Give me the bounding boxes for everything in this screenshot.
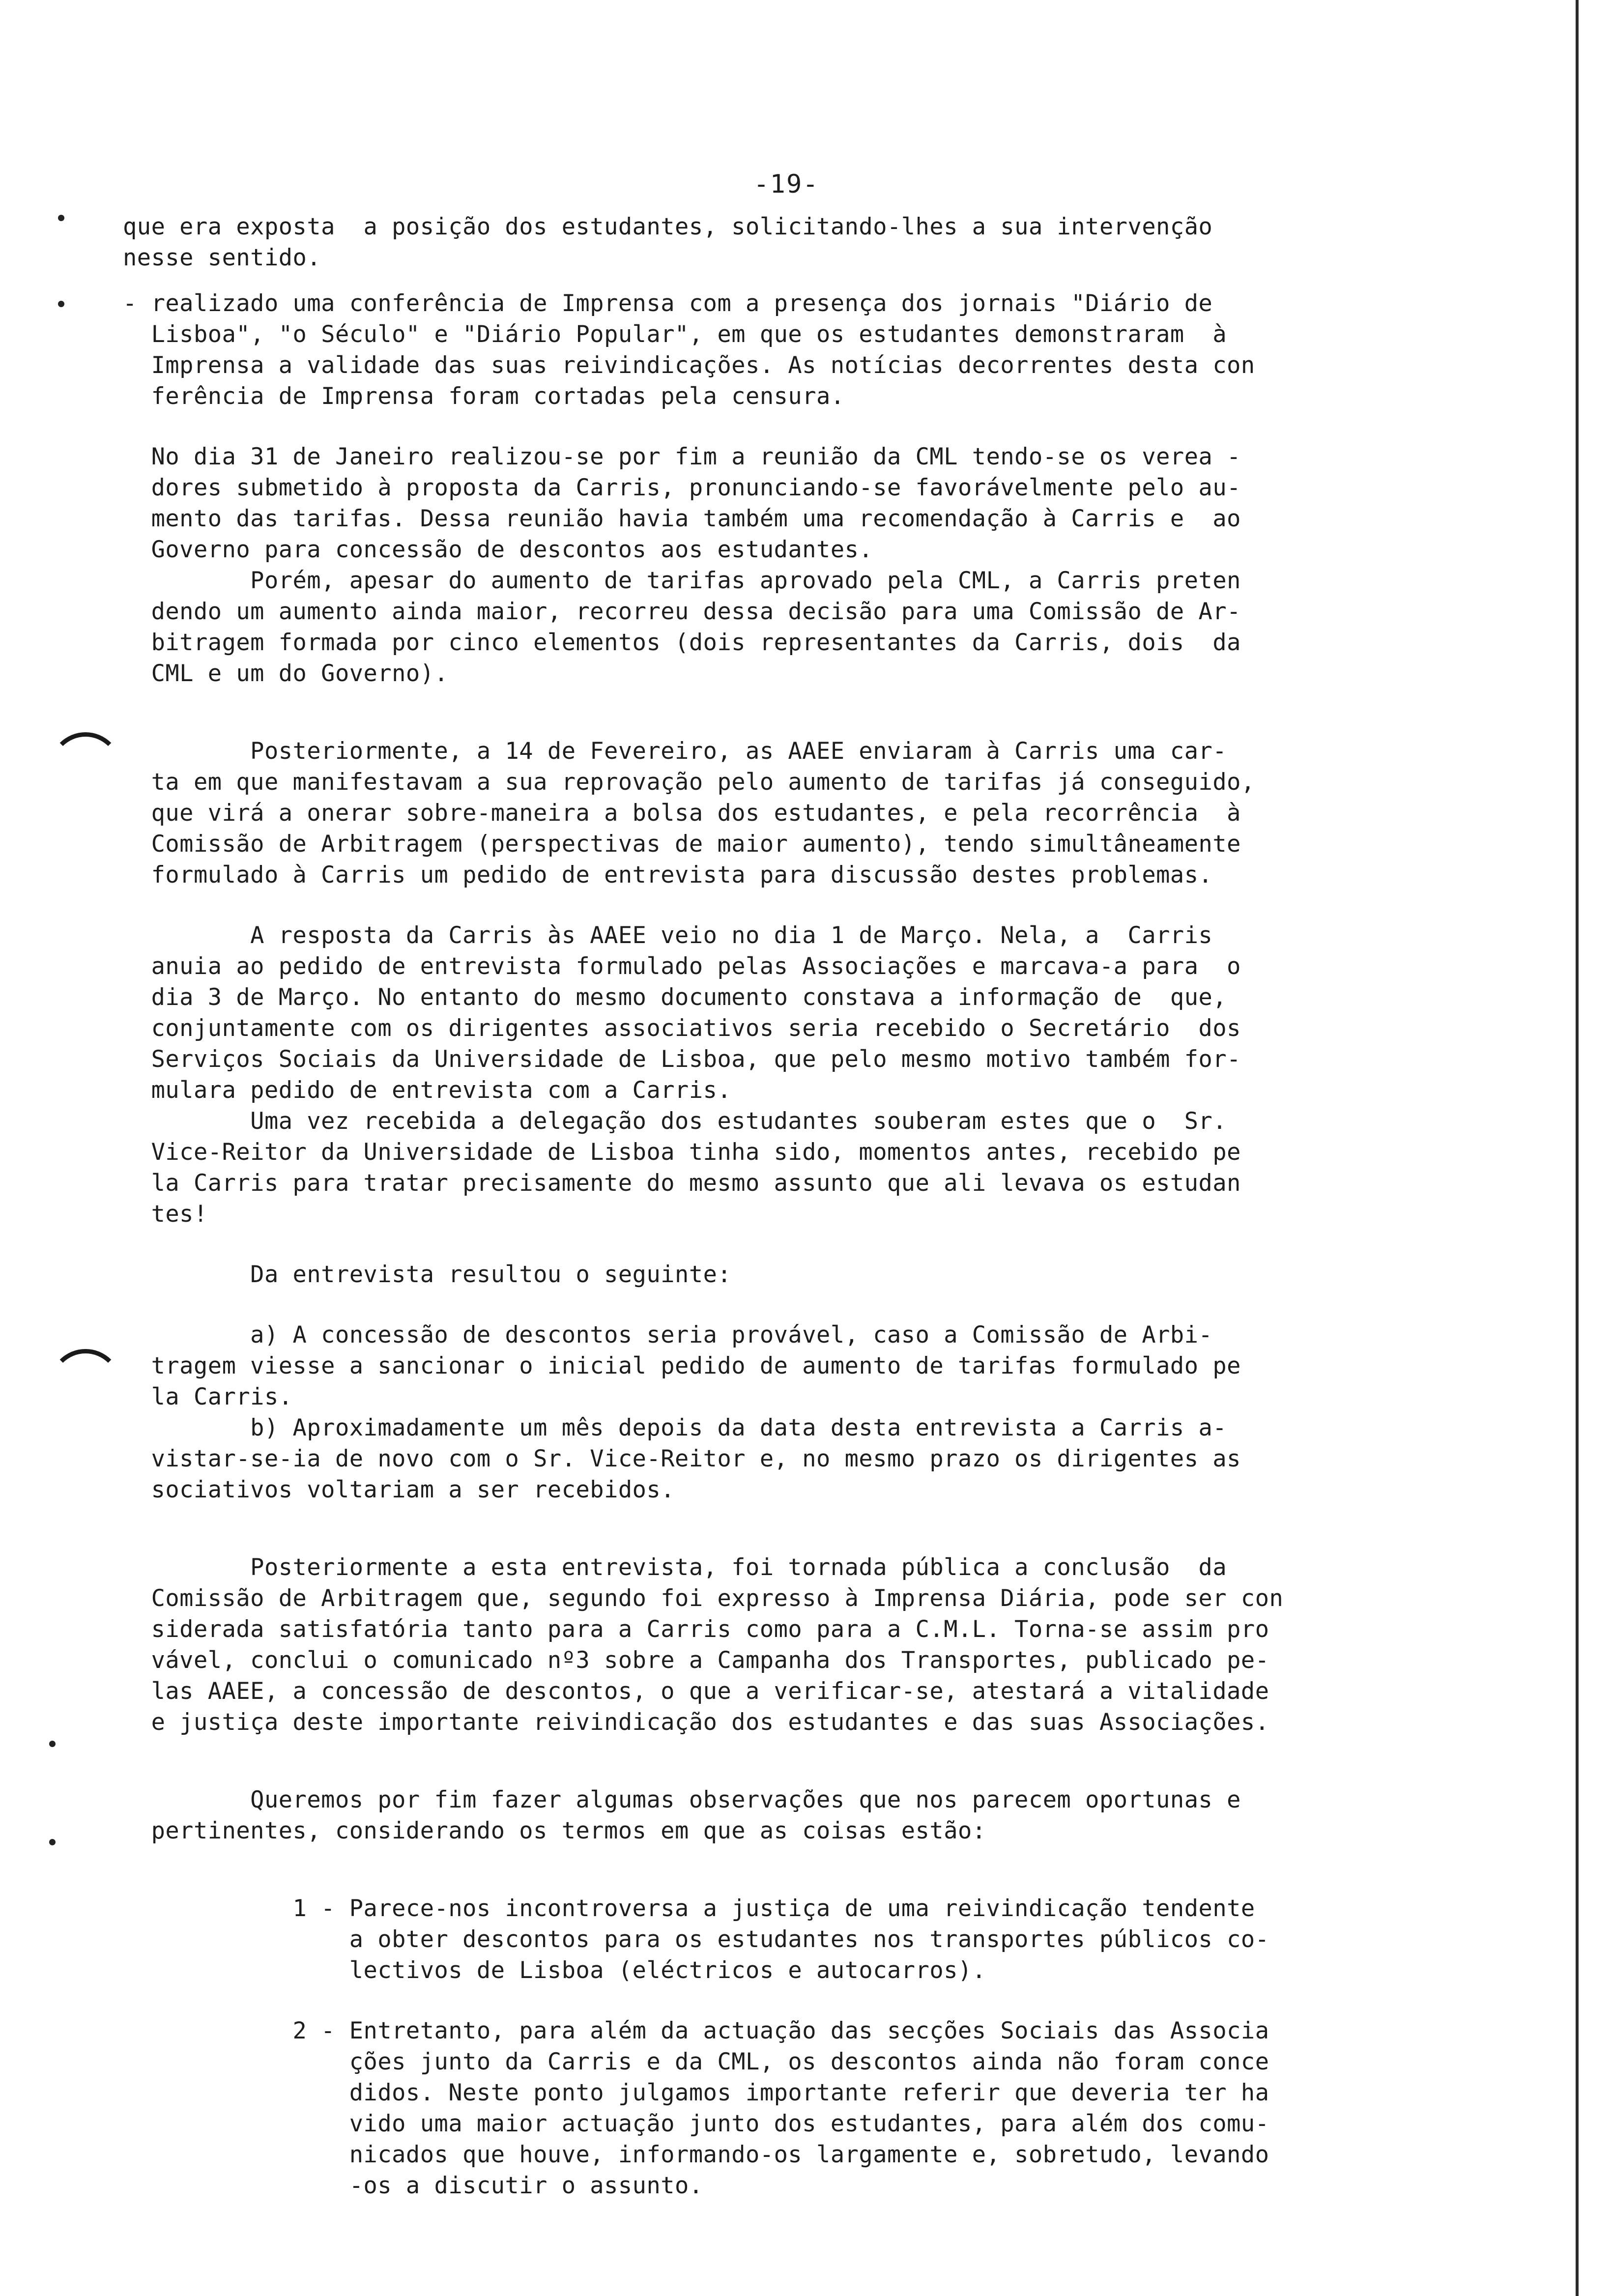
paragraph-result-items: a) A concessão de descontos seria provável, caso a Comissão de Arbi- tragem viesse a sancionar o inicial pedido de aumento de tarifas formulado pe la Carris. b) Aproximadamente um mês depois da data desta entrevista a Carris a- vistar-se-ia de novo com o Sr. Vice-Reitor e, no mesmo prazo os dirigentes as sociativos voltariam a ser recebidos. bbox=[151, 1321, 1241, 1503]
paragraph-intro: que era exposta a posição dos estudantes, solicitando-lhes a sua intervenção nesse sentido. bbox=[123, 213, 1213, 271]
paragraph-cml-meeting: No dia 31 de Janeiro realizou-se por fim a reunião da CML tendo-se os verea - dores submetido à proposta da Carris, pronunciando-se favorávelmente pelo au- mento das tarifas. Dessa reunião havia também uma recomendação à Carris e ao Governo para concessão de descontos aos estudantes. bbox=[151, 443, 1241, 563]
paragraph-press-conference: - realizado uma conferência de Imprensa com a presença dos jornais "Diário de Lisboa", "o Século" e "Diário Popular", em que os estudantes demonstraram à Imprensa a validade das suas reivindicações. As notícias decorrentes desta con ferência de Imprensa foram cortadas pela censura. bbox=[123, 290, 1255, 410]
paragraph-letter-to-carris: Posteriormente, a 14 de Fevereiro, as AAEE enviaram à Carris uma car- ta em que manifestavam a sua reprovação pelo aumento de tarifas já conseguido, que virá a onerar sobre-maneira a bolsa dos estudantes, e pela recorrência à Comissão de Arbitragem (perspectivas de maior aumento), tendo simultâneamente formulado à Carris um pedido de entrevista para discussão destes problemas. bbox=[151, 738, 1255, 889]
binder-hole-arc-top bbox=[49, 732, 122, 805]
paragraph-observations: Queremos por fim fazer algumas observações que nos parecem oportunas e pertinentes, considerando os termos em que as coisas estão: bbox=[151, 1786, 1241, 1844]
paragraph-commission-conclusion: Posteriormente a esta entrevista, foi tornada pública a conclusão da Comissão de Arbitragem que, segundo foi expresso à Imprensa Diária, pode ser con siderada satisfatória tanto para a Carris como para a C.M.L. Torna-se assim pro vável, conclui o comunicado nº3 sobre a Campanha dos Transportes, publicado pe- las AAEE, a concessão de descontos, o que a verificar-se, atestará a vitalidade e justiça deste importante reivindicação dos estudantes e das suas Associações. bbox=[151, 1554, 1284, 1736]
page-number: -19- bbox=[753, 170, 819, 199]
margin-mark bbox=[58, 215, 64, 221]
list-item-2: 2 - Entretanto, para além da actuação das secções Sociais das Associa ções junto da Carris e da CML, os descontos ainda não foram conce didos. Neste ponto julgamos importante referir que deveria ter ha vido uma maior actuação junto dos estudantes, para além dos comu- nicados que houve, informando-os largamente e, sobretudo, levando -os a discutir o assunto. bbox=[292, 2017, 1269, 2199]
list-item-1: 1 - Parece-nos incontroversa a justiça de uma reivindicação tendente a obter descontos para os estudantes nos transportes públicos co- lectivos de Lisboa (eléctricos e autocarros). bbox=[292, 1895, 1269, 1984]
binder-hole-arc-bottom bbox=[49, 1349, 122, 1422]
margin-mark bbox=[58, 301, 64, 307]
paragraph-interview-result: Da entrevista resultou o seguinte: bbox=[123, 1261, 732, 1288]
margin-mark bbox=[49, 1741, 56, 1747]
page-body bbox=[123, 211, 1578, 2201]
margin-mark bbox=[49, 1839, 56, 1845]
paragraph-carris-response: A resposta da Carris às AAEE veio no dia 1 de Março. Nela, a Carris anuia ao pedido de entrevista formulado pelas Associações e marcava-a para o dia 3 de Março. No entanto do mesmo documento constava a informação de que, conjuntamente com os dirigentes associativos seria recebido o Secretário dos Serviços Sociais da Universidade de Lisboa, que pelo mesmo motivo também for- mulara pedido de entrevista com a Carris. Uma vez recebida a delegação dos estudantes souberam estes que o Sr. Vice-Reitor da Universidade de Lisboa tinha sido, momentos antes, recebido pe la Carris para tratar precisamente do mesmo assunto que ali levava os estudan tes! bbox=[151, 922, 1241, 1228]
paragraph-arbitration: Porém, apesar do aumento de tarifas aprovado pela CML, a Carris preten dendo um aumento ainda maior, recorreu dessa decisão para uma Comissão de Ar- bitragem formada por cinco elementos (dois representantes da Carris, dois da CML e um do Governo). bbox=[151, 567, 1241, 687]
